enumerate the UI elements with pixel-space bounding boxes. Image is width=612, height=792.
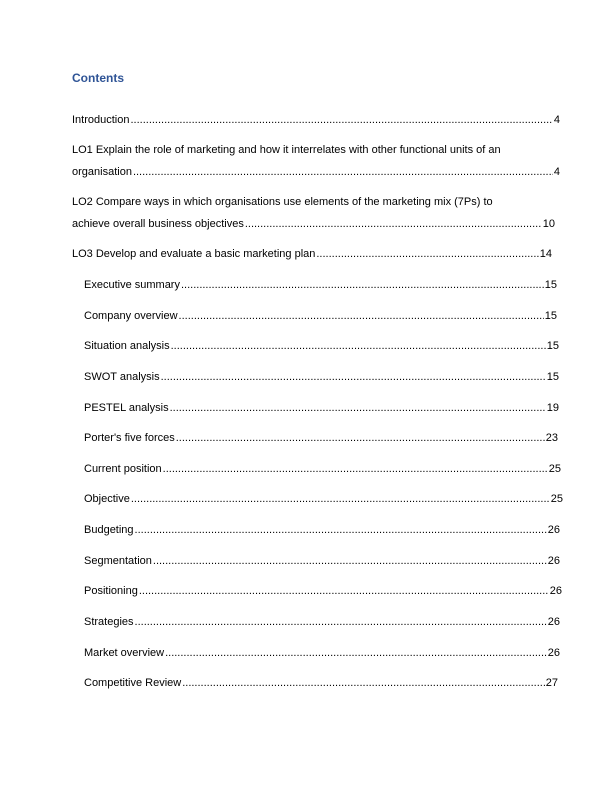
toc-entry-budgeting[interactable] — [84, 524, 560, 537]
toc-entry-pestel-analysis[interactable] — [84, 402, 559, 415]
dot-leader — [161, 371, 546, 384]
toc-entry-label: Company overview — [84, 310, 178, 322]
dot-leader — [131, 493, 550, 506]
dot-leader — [165, 647, 547, 660]
toc-page-number: 15 — [544, 310, 557, 322]
toc-entry-situation-analysis[interactable] — [84, 340, 559, 353]
dot-leader — [163, 463, 548, 476]
toc-entry-label-line1: LO1 Explain the role of marketing and how it interrelates with other functional units of an — [72, 144, 501, 156]
toc-entry-introduction[interactable] — [72, 114, 560, 127]
toc-entry-label: Strategies — [84, 616, 134, 628]
dot-leader — [182, 677, 545, 690]
toc-entry-strategies[interactable] — [84, 616, 560, 629]
toc-entry-current-position[interactable] — [84, 463, 561, 476]
toc-entry-label: Introduction — [72, 114, 130, 126]
toc-entry-label: SWOT analysis — [84, 371, 160, 383]
toc-page-number: 15 — [546, 340, 559, 352]
toc-page-number: 27 — [545, 677, 558, 689]
toc-page-number: 26 — [547, 555, 560, 567]
toc-entry-label: Current position — [84, 463, 162, 475]
toc-page-number: 26 — [549, 585, 562, 597]
dot-leader — [135, 616, 547, 629]
toc-entry-lo1[interactable] — [72, 144, 560, 179]
toc-page-number: 14 — [539, 248, 552, 260]
dot-leader — [170, 402, 546, 415]
dot-leader — [135, 524, 547, 537]
toc-entry-label: organisation — [72, 166, 132, 178]
toc-entry-label: Segmentation — [84, 555, 152, 567]
toc-page-number: 26 — [547, 616, 560, 628]
toc-entry-positioning[interactable] — [84, 585, 562, 598]
toc-entry-label: Competitive Review — [84, 677, 182, 689]
toc-page-number: 26 — [547, 647, 560, 659]
dot-leader — [153, 555, 547, 568]
toc-page-number: 19 — [546, 402, 559, 414]
toc-page-number: 10 — [542, 218, 555, 230]
toc-entry-executive-summary[interactable] — [84, 279, 557, 292]
toc-entry-swot-analysis[interactable] — [84, 371, 559, 384]
dot-leader — [181, 279, 544, 292]
dot-leader — [133, 166, 553, 179]
toc-page-number: 15 — [546, 371, 559, 383]
toc-page-number: 26 — [547, 524, 560, 536]
toc-page-number: 4 — [553, 166, 560, 178]
dot-leader — [316, 248, 538, 261]
dot-leader — [139, 585, 549, 598]
toc-entry-competitive-review[interactable] — [84, 677, 558, 690]
toc-entry-label-line1: LO2 Compare ways in which organisations use elements of the marketing mix (7Ps) to — [72, 196, 493, 208]
toc-entry-label: Positioning — [84, 585, 138, 597]
toc-entry-label: Objective — [84, 493, 130, 505]
toc-entry-label: achieve overall business objectives — [72, 218, 244, 230]
toc-entry-label: Market overview — [84, 647, 165, 659]
toc-entry-label: Situation analysis — [84, 340, 170, 352]
toc-heading: Contents — [72, 71, 124, 85]
toc-entry-market-overview[interactable] — [84, 647, 560, 660]
toc-page-number: 23 — [545, 432, 558, 444]
toc-page-number: 4 — [553, 114, 560, 126]
toc-page-number: 25 — [550, 493, 563, 505]
toc-entry-segmentation[interactable] — [84, 555, 560, 568]
toc-entry-label: Porter's five forces — [84, 432, 175, 444]
toc-entry-label: Budgeting — [84, 524, 134, 536]
toc-entry-objective[interactable] — [84, 493, 563, 506]
toc-page-number: 15 — [544, 279, 557, 291]
toc-entry-company-overview[interactable] — [84, 310, 557, 323]
toc-entry-label: PESTEL analysis — [84, 402, 169, 414]
toc-entry-lo2[interactable] — [72, 196, 555, 231]
toc-entry-label: LO3 Develop and evaluate a basic marketing plan — [72, 248, 316, 260]
toc-page-number: 25 — [548, 463, 561, 475]
toc-entry-lo3[interactable] — [72, 248, 552, 261]
dot-leader — [176, 432, 545, 445]
dot-leader — [130, 114, 552, 127]
dot-leader — [245, 218, 542, 231]
dot-leader — [179, 310, 544, 323]
toc-entry-label: Executive summary — [84, 279, 180, 291]
dot-leader — [171, 340, 546, 353]
toc-entry-porters-five-forces[interactable] — [84, 432, 558, 445]
